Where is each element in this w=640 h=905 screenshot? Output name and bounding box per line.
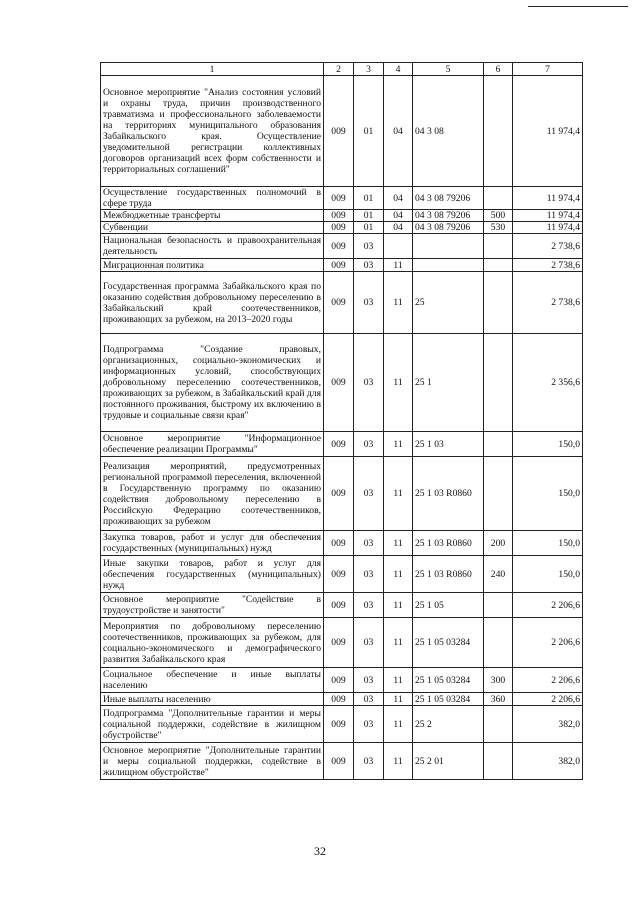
cell-expense-type [484, 76, 513, 187]
cell-ministry: 009 [324, 272, 354, 334]
cell-section: 03 [354, 618, 384, 668]
cell-subsection: 11 [384, 706, 413, 743]
cell-expense-type: 530 [484, 222, 513, 234]
table-row [101, 593, 583, 618]
cell-ministry: 009 [324, 76, 354, 187]
cell-amount: 11 974,4 [513, 222, 583, 234]
row-name: Основное мероприятие "Содействие в трудоустройстве и занятости" [101, 593, 324, 618]
cell-ministry: 009 [324, 618, 354, 668]
table-row [101, 668, 583, 693]
cell-target-article: 25 1 [413, 334, 484, 432]
cell-expense-type [484, 187, 513, 210]
cell-expense-type [484, 259, 513, 272]
row-name: Реализация мероприятий, предусмотренных региональной программой переселения, включенной в Государственную программу по оказанию содействия добровольному переселению в Российскую Федерацию соотечественников, проживающих за рубежом [101, 457, 324, 531]
cell-ministry: 009 [324, 432, 354, 457]
cell-target-article: 25 1 03 R0860 [413, 531, 484, 556]
row-name: Субвенции [101, 222, 324, 234]
cell-subsection: 11 [384, 618, 413, 668]
cell-ministry: 009 [324, 457, 354, 531]
cell-expense-type [484, 593, 513, 618]
table-row [101, 272, 583, 334]
cell-section: 01 [354, 187, 384, 210]
cell-ministry: 009 [324, 593, 354, 618]
cell-target-article: 25 1 05 03284 [413, 668, 484, 693]
cell-section: 03 [354, 432, 384, 457]
cell-subsection: 11 [384, 531, 413, 556]
header-cell: 3 [354, 63, 384, 76]
table-row [101, 457, 583, 531]
cell-ministry: 009 [324, 334, 354, 432]
cell-section: 01 [354, 222, 384, 234]
cell-target-article: 25 2 01 [413, 743, 484, 780]
table-row [101, 706, 583, 743]
table-row [101, 222, 583, 234]
cell-expense-type [484, 334, 513, 432]
cell-amount: 2 206,6 [513, 618, 583, 668]
cell-section: 03 [354, 556, 384, 593]
cell-amount: 2 206,6 [513, 593, 583, 618]
cell-target-article: 04 3 08 [413, 76, 484, 187]
cell-expense-type [484, 234, 513, 259]
cell-ministry: 009 [324, 222, 354, 234]
row-name: Подпрограмма "Дополнительные гарантии и меры социальной поддержки, содействие в жилищном обустройстве" [101, 706, 324, 743]
cell-section: 01 [354, 76, 384, 187]
cell-section: 03 [354, 693, 384, 706]
cell-target-article: 25 1 03 R0860 [413, 556, 484, 593]
cell-section: 03 [354, 272, 384, 334]
cell-ministry: 009 [324, 259, 354, 272]
table-row [101, 531, 583, 556]
cell-subsection: 11 [384, 693, 413, 706]
row-name: Подпрограмма "Создание правовых, организационных, социально-экономических и информационных условий, способствующих добровольному переселению соотечественников, проживающих за рубежом, в Забайкальский край для постоянного проживания, быстрому их включению в трудовые и социальные связи края" [101, 334, 324, 432]
cell-subsection: 04 [384, 210, 413, 222]
header-cell: 2 [324, 63, 354, 76]
cell-ministry: 009 [324, 210, 354, 222]
cell-amount: 2 206,6 [513, 693, 583, 706]
cell-subsection: 11 [384, 334, 413, 432]
cell-target-article: 25 1 03 R0860 [413, 457, 484, 531]
cell-ministry: 009 [324, 693, 354, 706]
cell-section: 03 [354, 234, 384, 259]
cell-section: 03 [354, 531, 384, 556]
cell-expense-type: 240 [484, 556, 513, 593]
cell-subsection: 04 [384, 187, 413, 210]
cell-section: 03 [354, 334, 384, 432]
cell-ministry: 009 [324, 234, 354, 259]
cell-section: 03 [354, 457, 384, 531]
cell-target-article: 25 2 [413, 706, 484, 743]
row-name: Закупка товаров, работ и услуг для обеспечения государственных (муниципальных) нужд [101, 531, 324, 556]
table-row [101, 743, 583, 780]
table-row [101, 432, 583, 457]
cell-target-article: 25 1 05 [413, 593, 484, 618]
header-cell: 5 [413, 63, 484, 76]
cell-ministry: 009 [324, 531, 354, 556]
cell-amount: 2 206,6 [513, 668, 583, 693]
cell-amount: 2 738,6 [513, 272, 583, 334]
budget-table [100, 62, 583, 780]
cell-subsection: 11 [384, 259, 413, 272]
cell-ministry: 009 [324, 556, 354, 593]
cell-expense-type [484, 272, 513, 334]
cell-amount: 2 738,6 [513, 234, 583, 259]
cell-subsection: 11 [384, 457, 413, 531]
cell-target-article: 25 1 03 [413, 432, 484, 457]
cell-amount: 150,0 [513, 432, 583, 457]
page-number: 32 [314, 844, 326, 858]
cell-amount: 150,0 [513, 457, 583, 531]
cell-expense-type: 300 [484, 668, 513, 693]
cell-section: 03 [354, 259, 384, 272]
cell-subsection [384, 234, 413, 259]
cell-target-article [413, 234, 484, 259]
cell-section: 03 [354, 668, 384, 693]
row-name: Основное мероприятие "Анализ состояния условий и охраны труда, причин производственного травматизма и профессионального заболеваемости на территориях муниципального образования Забайкальского края. Осуществление уведомительной регистрации коллективных договоров организаций всех форм собственности и территориальных соглашений" [101, 76, 324, 187]
cell-expense-type [484, 457, 513, 531]
cell-amount: 150,0 [513, 556, 583, 593]
cell-amount: 11 974,4 [513, 210, 583, 222]
cell-target-article: 25 1 05 03284 [413, 693, 484, 706]
table-row [101, 76, 583, 187]
cell-subsection: 11 [384, 272, 413, 334]
cell-expense-type [484, 432, 513, 457]
cell-target-article: 25 1 05 03284 [413, 618, 484, 668]
cell-amount: 382,0 [513, 743, 583, 780]
cell-target-article [413, 259, 484, 272]
top-rule [528, 6, 628, 7]
cell-ministry: 009 [324, 187, 354, 210]
cell-expense-type: 500 [484, 210, 513, 222]
row-name: Иные выплаты населению [101, 693, 324, 706]
cell-amount: 2 738,6 [513, 259, 583, 272]
cell-expense-type: 360 [484, 693, 513, 706]
cell-amount: 11 974,4 [513, 76, 583, 187]
cell-ministry: 009 [324, 706, 354, 743]
cell-subsection: 11 [384, 593, 413, 618]
cell-subsection: 11 [384, 743, 413, 780]
row-name: Осуществление государственных полномочий в сфере труда [101, 187, 324, 210]
header-cell: 1 [101, 63, 324, 76]
table-row [101, 556, 583, 593]
cell-subsection: 04 [384, 222, 413, 234]
cell-section: 03 [354, 706, 384, 743]
header-cell: 4 [384, 63, 413, 76]
cell-expense-type: 200 [484, 531, 513, 556]
cell-expense-type [484, 618, 513, 668]
table-row [101, 210, 583, 222]
cell-section: 01 [354, 210, 384, 222]
table-row [101, 618, 583, 668]
cell-amount: 150,0 [513, 531, 583, 556]
table-row [101, 693, 583, 706]
header-cell: 6 [484, 63, 513, 76]
cell-target-article: 25 [413, 272, 484, 334]
table-row [101, 334, 583, 432]
row-name: Основное мероприятие "Информационное обеспечение реализации Программы" [101, 432, 324, 457]
table-row [101, 187, 583, 210]
cell-target-article: 04 3 08 79206 [413, 187, 484, 210]
cell-subsection: 11 [384, 432, 413, 457]
table-row [101, 234, 583, 259]
cell-ministry: 009 [324, 743, 354, 780]
cell-subsection: 11 [384, 668, 413, 693]
cell-section: 03 [354, 593, 384, 618]
row-name: Миграционная политика [101, 259, 324, 272]
cell-amount: 2 356,6 [513, 334, 583, 432]
header-cell: 7 [513, 63, 583, 76]
cell-subsection: 04 [384, 76, 413, 187]
cell-target-article: 04 3 08 79206 [413, 210, 484, 222]
cell-ministry: 009 [324, 668, 354, 693]
cell-target-article: 04 3 08 79206 [413, 222, 484, 234]
cell-section: 03 [354, 743, 384, 780]
cell-amount: 11 974,4 [513, 187, 583, 210]
header-row [101, 63, 583, 76]
row-name: Национальная безопасность и правоохранительная деятельность [101, 234, 324, 259]
row-name: Межбюджетные трансферты [101, 210, 324, 222]
cell-subsection: 11 [384, 556, 413, 593]
cell-expense-type [484, 743, 513, 780]
row-name: Иные закупки товаров, работ и услуг для обеспечения государственных (муниципальных) нужд [101, 556, 324, 593]
table-row [101, 259, 583, 272]
cell-expense-type [484, 706, 513, 743]
row-name: Мероприятия по добровольному переселению соотечественников, проживающих за рубежом, для социально-экономического и демографического развития Забайкальского края [101, 618, 324, 668]
row-name: Государственная программа Забайкальского края по оказанию содействия добровольному переселению в Забайкальский край соотечественников, проживающих за рубежом, на 2013–2020 годы [101, 272, 324, 334]
row-name: Социальное обеспечение и иные выплаты населению [101, 668, 324, 693]
row-name: Основное мероприятие "Дополнительные гарантии и меры социальной поддержки, содействие в жилищном обустройстве" [101, 743, 324, 780]
cell-amount: 382,0 [513, 706, 583, 743]
